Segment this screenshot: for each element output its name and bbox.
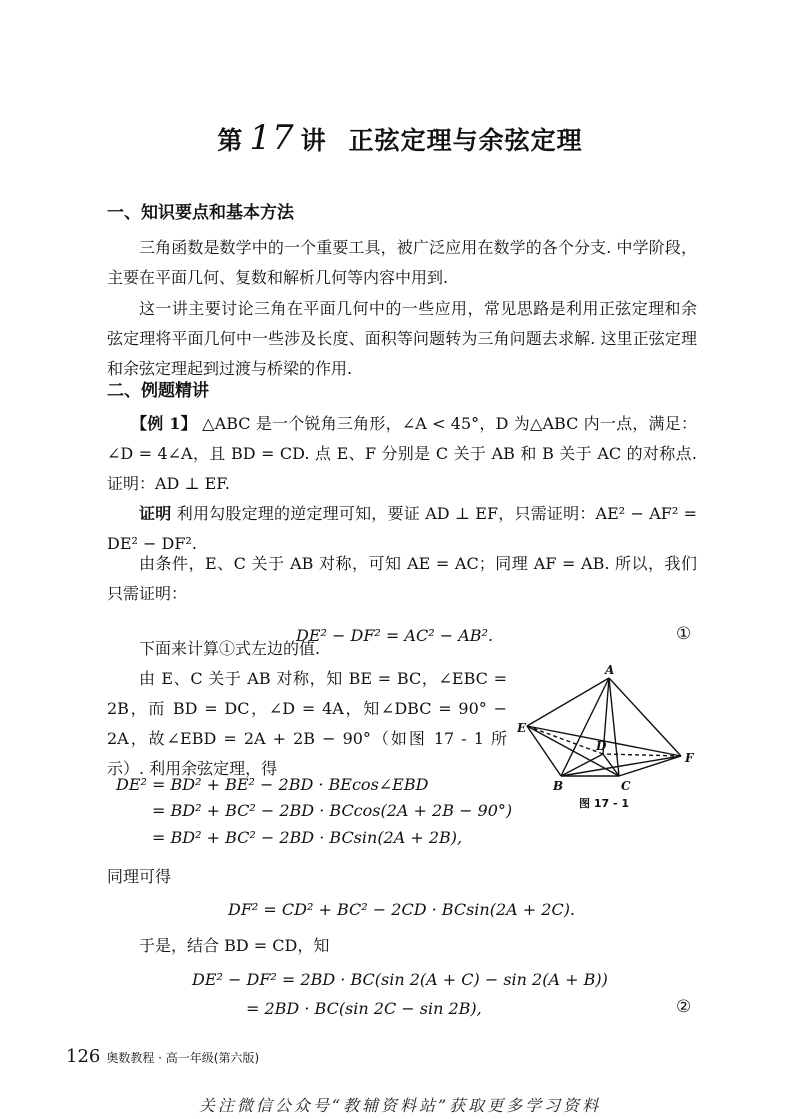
equation-2a: DE² = BD² + BE² − 2BD · BEcos∠EBD xyxy=(116,775,429,794)
page-number: 126 xyxy=(66,1046,101,1067)
page-footer xyxy=(66,1046,259,1067)
example-label: 【例 1】 xyxy=(131,414,197,433)
label-a: A xyxy=(605,664,615,677)
equation-3: DF² = CD² + BC² − 2CD · BCsin(2A + 2C). xyxy=(228,900,576,919)
title-prefix: 第 xyxy=(217,126,244,155)
figure-caption: 图 17 - 1 xyxy=(579,797,630,810)
paragraph-5: 由 E、C 关于 AB 对称，知 BE = BC，∠EBC = 2B，而 BD = DC，∠D = 4A，知∠DBC = 90° − 2A，故∠EBD = 2A + 2B − 90°（如图 17 - 1 所示）. 利用余弦定理，得 xyxy=(107,669,507,778)
paragraph-6: 同理可得 xyxy=(107,867,172,886)
proof-label: 证明 xyxy=(139,504,172,523)
label-c: C xyxy=(621,779,631,793)
equation-4b: = 2BD · BC(sin 2C − sin 2B), xyxy=(246,999,482,1018)
segment-ac xyxy=(609,678,619,776)
example-1 xyxy=(107,409,697,499)
figure-17-1 xyxy=(517,664,703,814)
segment-fc xyxy=(619,756,681,776)
equation-2-mark: ② xyxy=(676,997,692,1017)
paragraph-2: 这一讲主要讨论三角在平面几何中的一些应用，常见思路是利用正弦定理和余弦定理将平面几何中一些涉及长度、面积等问题转为三角问题去求解. 这里正弦定理和余弦定理起到过渡与桥梁的作用. xyxy=(107,299,697,378)
watermark: 关注微信公众号“教辅资料站”获取更多学习资料 xyxy=(198,1096,602,1115)
title-number: 17 xyxy=(249,118,295,158)
example-text: △ABC 是一个锐角三角形，∠A < 45°，D 为△ABC 内一点，满足：∠D = 4∠A，且 BD = CD. 点 E、F 分别是 C 关于 AB 和 B 关于 AC 的对称点. 证明：AD ⊥ EF. xyxy=(107,414,697,493)
label-b: B xyxy=(553,779,564,793)
section-heading-1: 一、知识要点和基本方法 xyxy=(107,203,294,223)
title-name: 正弦定理与余弦定理 xyxy=(348,126,583,155)
equation-2b: = BD² + BC² − 2BD · BCcos(2A + 2B − 90°) xyxy=(152,801,513,820)
label-d: D xyxy=(596,739,607,753)
paragraph-3: 由条件，E、C 关于 AB 对称，可知 AE = AC；同理 AF = AB. 所以，我们只需证明： xyxy=(107,554,697,603)
proof-text: 利用勾股定理的逆定理可知，要证 AD ⊥ EF，只需证明：AE² − AF² = DE² − DF². xyxy=(107,504,697,553)
label-e: E xyxy=(517,721,527,735)
equation-2c: = BD² + BC² − 2BD · BCsin(2A + 2B), xyxy=(152,828,463,847)
paragraph-7: 于是，结合 BD = CD，知 xyxy=(139,936,330,955)
segment-ed xyxy=(527,726,603,754)
book-title: 奥数教程 · 高一年级(第六版) xyxy=(106,1051,260,1065)
equation-1-mark: ① xyxy=(676,624,692,644)
segment-eb xyxy=(527,726,561,776)
section-heading-2: 二、例题精讲 xyxy=(107,381,209,401)
equation-4a: DE² − DF² = 2BD · BC(sin 2(A + C) − sin 2(A + B)) xyxy=(192,970,608,989)
equation-1: DE² − DF² = AC² − AB². xyxy=(296,626,494,645)
label-f: F xyxy=(685,751,694,765)
geometry-diagram xyxy=(517,664,703,814)
paragraph-1: 三角函数是数学中的一个重要工具，被广泛应用在数学的各个分支. 中学阶段，主要在平面几何、复数和解析几何等内容中用到. xyxy=(107,238,697,287)
paragraph-4-text: 下面来计算①式左边的值. xyxy=(139,639,321,658)
title-suffix: 讲 xyxy=(300,126,327,155)
lecture-title xyxy=(0,118,800,158)
